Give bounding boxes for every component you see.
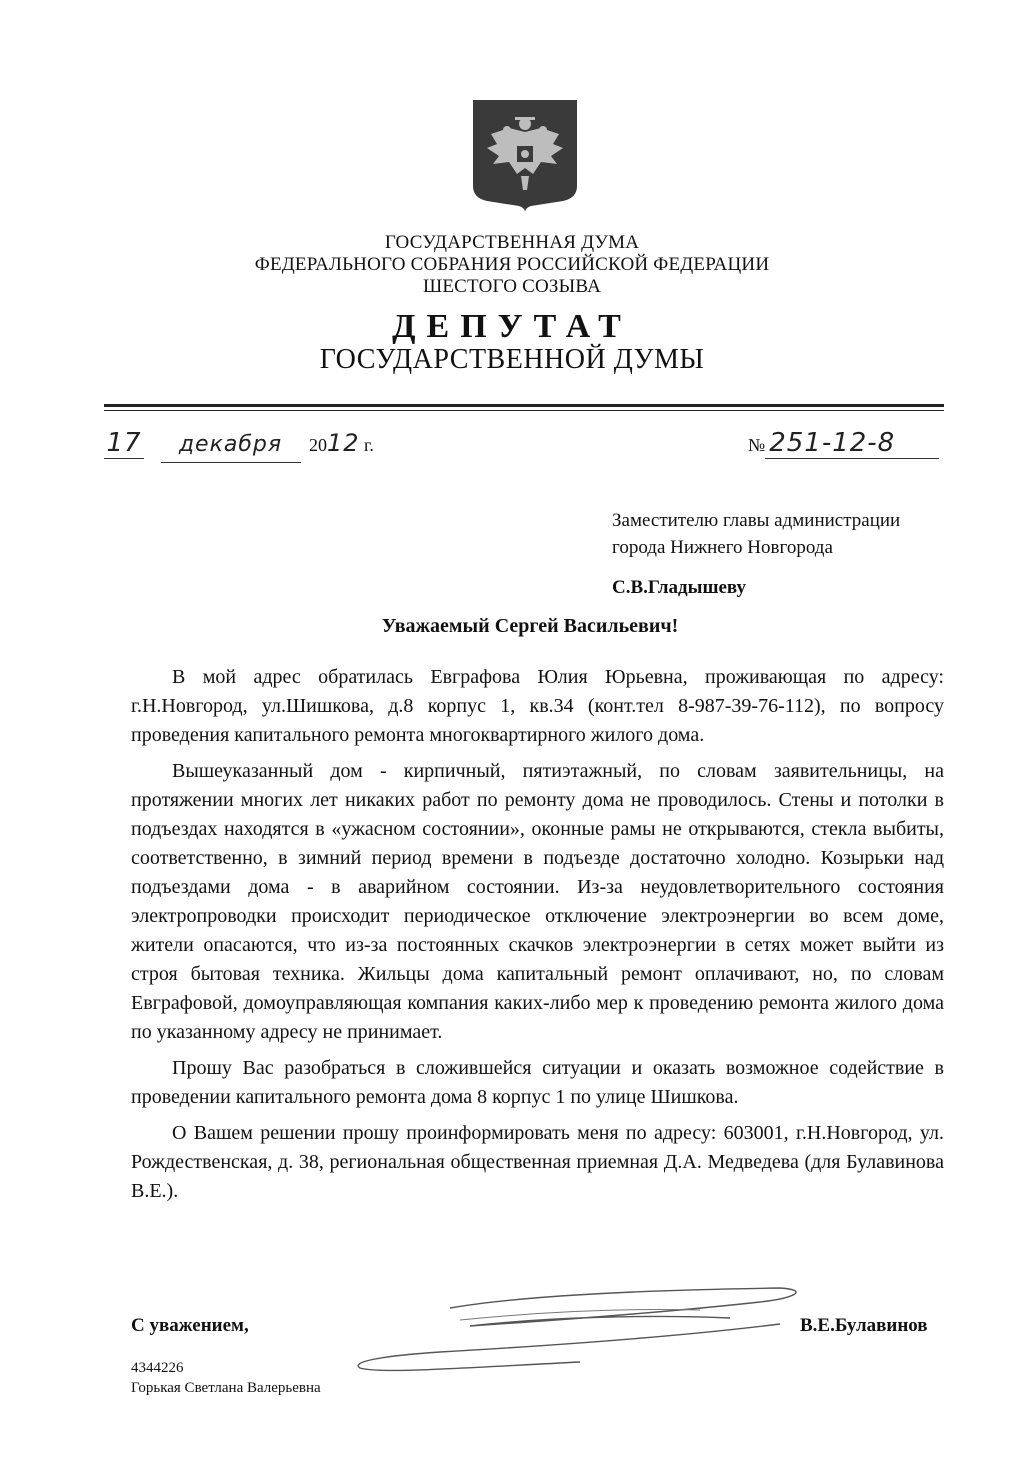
paragraph-3: Прошу Вас разобраться в сложившейся ситуации и оказать возможное содействие в проведении капитального ремонта дома 8 корпус 1 по улице Шишкова. [131,1057,944,1108]
paragraph-4: О Вашем решении прошу проинформировать меня по адресу: 603001, г.Н.Новгород, ул. Рождественская, д. 38, региональная общественная приемная Д.А. Медведева (для Булавинова В.Е.). [131,1122,944,1202]
date-year-suffix: 12 [327,429,360,457]
executor-phone: 4344226 [131,1360,184,1376]
paragraph-2: Вышеуказанный дом - кирпичный, пятиэтажный, по словам заявительницы, на протяжении многих лет никаких работ по ремонту дома не проводилось. Стены и потолки в подъездах находятся в «ужасном состоянии», оконные рамы не открываются, стекла выбиты, соответственно, в зимний период времени в подъезде достаточно холодно. Козырьки над подъездами дома - в аварийном состоянии. Из-за неудовлетворительного состояния электропроводки происходит периодическое отключение электроэнергии во всем доме, жители опасаются, что из-за постоянных скачков электроэнергии в сетях может выйти из строя бытовая техника. Жильцы дома капитальный ремонт оплачивают, но, по словам Евграфовой, домоуправляющая компания каких-либо мер к проведению ремонта жилого дома по указанному адресу не принимает. [131,760,944,1043]
date-year-prefix: 20 [309,435,327,455]
addressee-line-1: Заместителю главы администрации [612,510,901,531]
handwritten-signature [340,1268,820,1388]
greeting: Уважаемый Сергей Васильевич! [381,615,679,637]
date-day: 17 [104,428,144,459]
date-month: декабря [161,432,301,463]
date-line [104,428,374,463]
org-line-3: ШЕСТОГО СОЗЫВА [423,276,601,297]
letterhead-subtitle: ГОСУДАРСТВЕННОЙ ДУМЫ [319,344,705,375]
org-line-1: ГОСУДАРСТВЕННАЯ ДУМА [384,232,640,253]
letterhead-title: ДЕПУТАТ [392,308,632,345]
addressee-line-2: города Нижнего Новгорода [612,537,833,558]
header-rule-thin [104,410,944,411]
coat-of-arms-emblem [471,98,579,213]
executor-name: Горькая Светлана Валерьевна [131,1380,321,1396]
document-number [748,428,939,459]
letter-body [131,663,944,1213]
number-label: № [748,435,766,455]
paragraph-1: В мой адрес обратилась Евграфова Юлия Юрьевна, проживающая по адресу: г.Н.Новгород, ул.Шишкова, д.8 корпус 1, кв.34 (конт.тел 8-987-39-76-112), по вопросу проведения капитального ремонта многоквартирного жилого дома. [131,666,944,746]
number-value: 251-12-8 [765,428,939,459]
signer-name: В.Е.Булавинов [800,1315,928,1336]
org-line-2: ФЕДЕРАЛЬНОГО СОБРАНИЯ РОССИЙСКОЙ ФЕДЕРАЦИИ [254,254,770,275]
closing: С уважением, [131,1315,249,1336]
addressee-name: С.В.Гладышеву [612,577,747,598]
header-rule-thick [104,404,944,407]
date-year-marker: г. [364,435,374,455]
